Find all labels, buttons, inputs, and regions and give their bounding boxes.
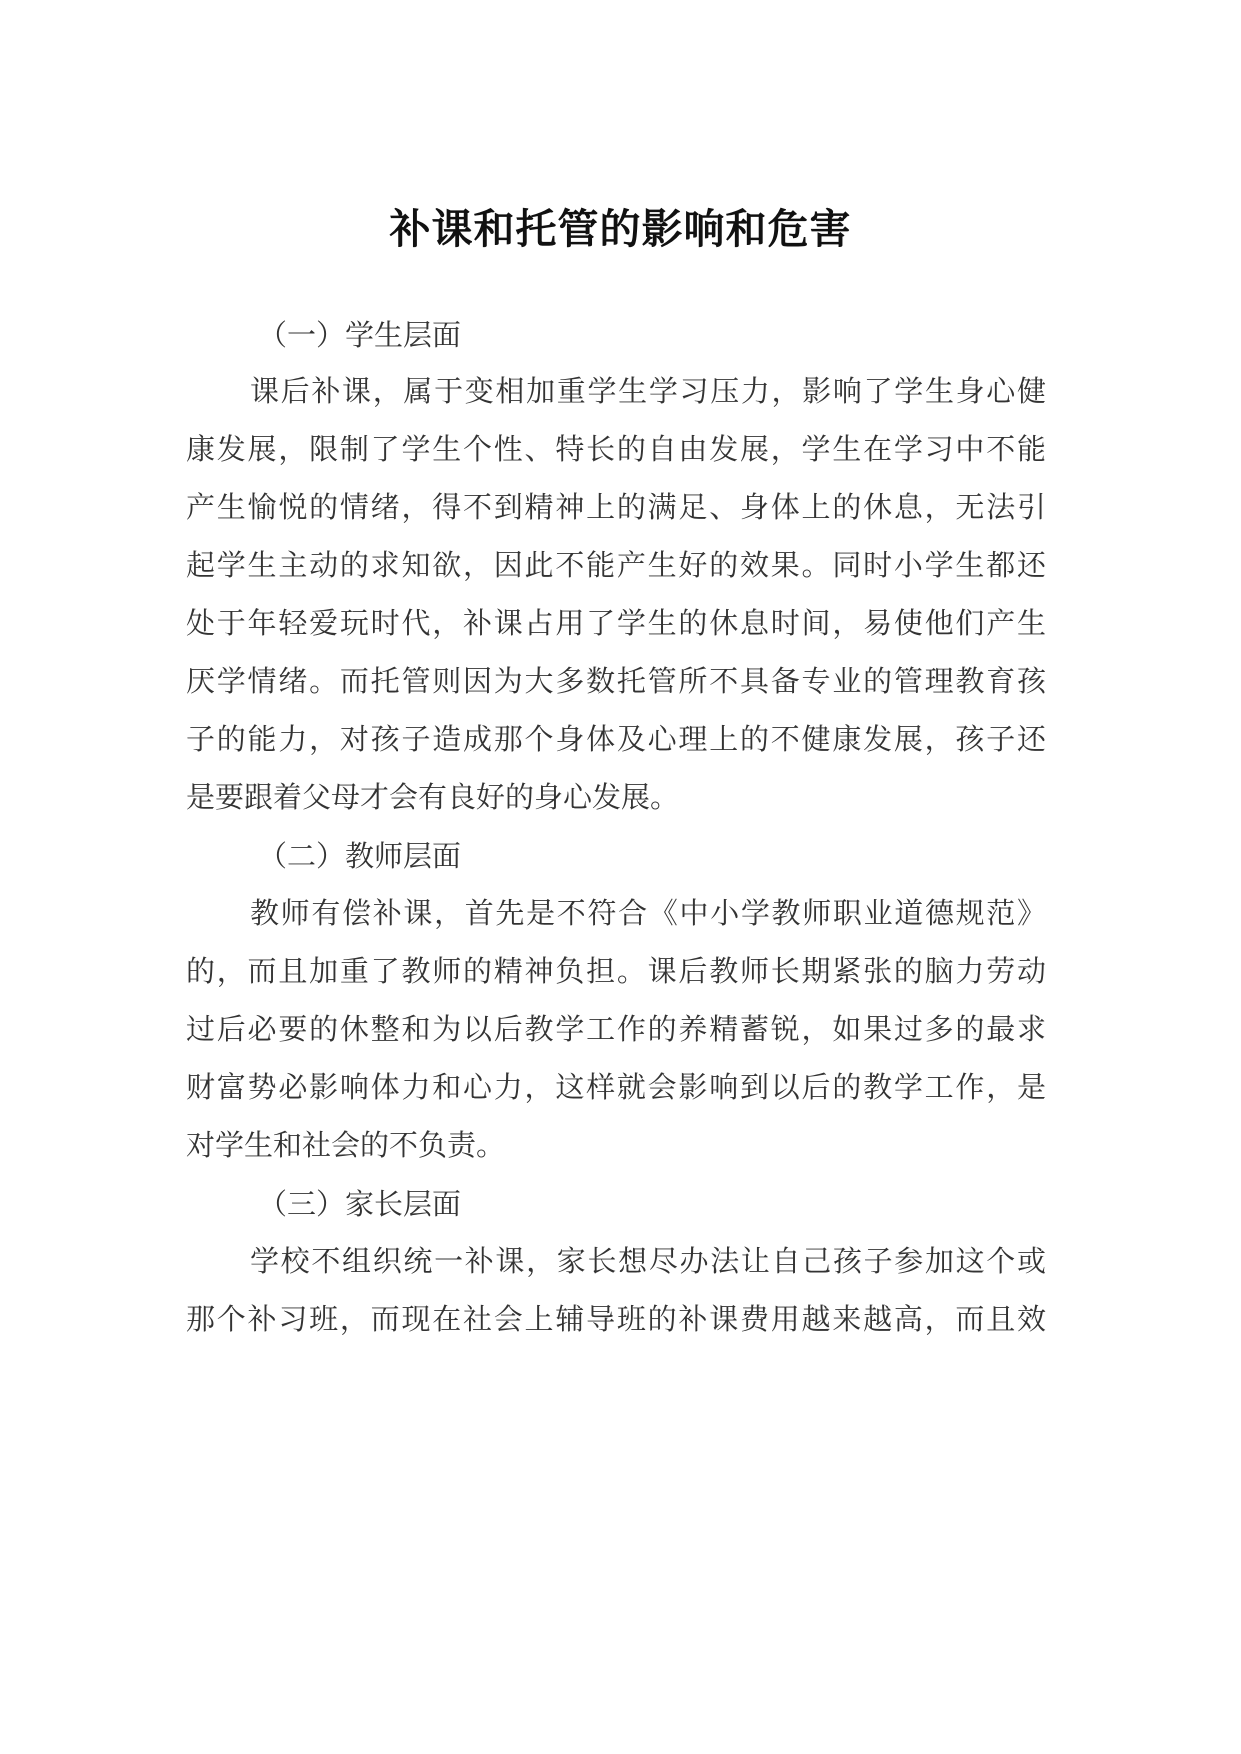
paragraph-line: 教师有偿补课，首先是不符合《中小学教师职业道德规范》	[250, 896, 1046, 930]
paragraph-line: 对学生和社会的不负责。	[186, 1128, 506, 1162]
paragraph-line: 子的能力，对孩子造成那个身体及心理上的不健康发展，孩子还	[186, 722, 1046, 756]
section-heading-students: （一）学生层面	[258, 318, 462, 352]
paragraph-line: 课后补课，属于变相加重学生学习压力，影响了学生身心健	[250, 374, 1046, 408]
paragraph-line: 产生愉悦的情绪，得不到精神上的满足、身体上的休息，无法引	[186, 490, 1046, 524]
paragraph-line: 学校不组织统一补课，家长想尽办法让自己孩子参加这个或	[250, 1244, 1046, 1278]
paragraph-line: 是要跟着父母才会有良好的身心发展。	[186, 780, 680, 814]
section-heading-teachers: （二）教师层面	[258, 839, 462, 873]
paragraph-line: 那个补习班，而现在社会上辅导班的补课费用越来越高，而且效	[186, 1302, 1046, 1336]
paragraph-line: 财富势必影响体力和心力，这样就会影响到以后的教学工作，是	[186, 1070, 1046, 1104]
paragraph-line: 过后必要的休整和为以后教学工作的养精蓄锐，如果过多的最求	[186, 1012, 1046, 1046]
paragraph-line: 的，而且加重了教师的精神负担。课后教师长期紧张的脑力劳动	[186, 954, 1046, 988]
paragraph-line: 厌学情绪。而托管则因为大多数托管所不具备专业的管理教育孩	[186, 664, 1046, 698]
section-heading-parents: （三）家长层面	[258, 1187, 462, 1221]
paragraph-line: 康发展，限制了学生个性、特长的自由发展，学生在学习中不能	[186, 432, 1046, 466]
paragraph-line: 处于年轻爱玩时代，补课占用了学生的休息时间，易使他们产生	[186, 606, 1046, 640]
paragraph-line: 起学生主动的求知欲，因此不能产生好的效果。同时小学生都还	[186, 548, 1046, 582]
document-title: 补课和托管的影响和危害	[389, 205, 852, 253]
